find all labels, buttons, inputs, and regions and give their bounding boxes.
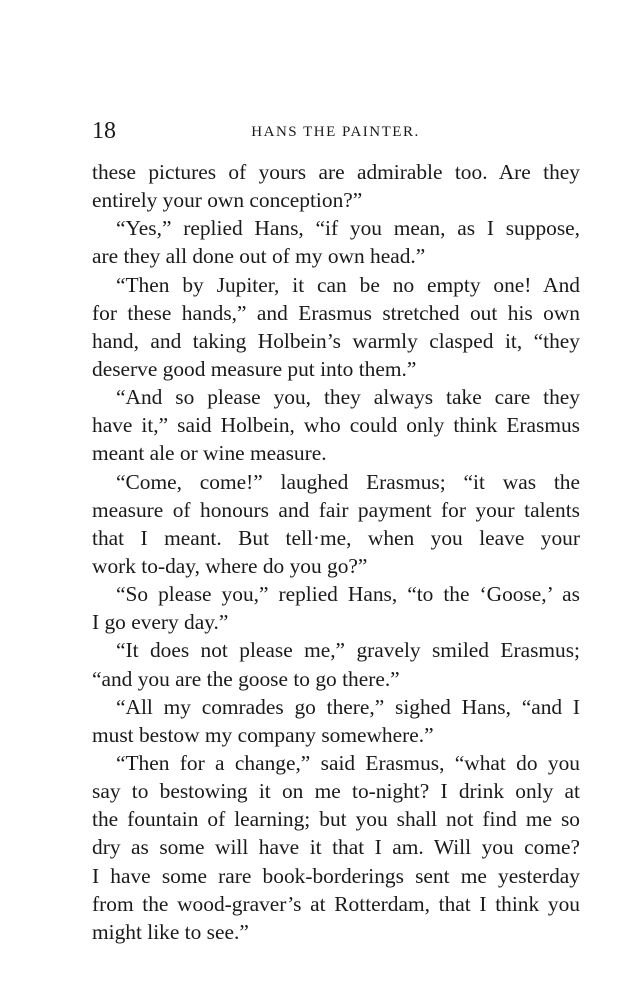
text-line: “So please you,” replied Hans, “to the ‘Goose,’ as xyxy=(116,582,580,607)
text-line: work to-day, where do you go?” xyxy=(92,553,368,578)
text-line: “And so please you, they always take care they xyxy=(116,385,580,410)
text-line: “Yes,” replied Hans, “if you mean, as I suppose, xyxy=(116,216,580,241)
running-title: HANS THE PAINTER. xyxy=(251,124,420,140)
page-number: 18 xyxy=(92,118,116,144)
text-line: “and you are the goose to go there.” xyxy=(92,666,400,691)
text-line: “All my comrades go there,” sighed Hans, “and I xyxy=(116,694,580,719)
text-line: for these hands,” and Erasmus stretched out his own xyxy=(92,300,580,325)
text-line: “It does not please me,” gravely smiled Erasmus; xyxy=(116,638,580,663)
text-line: hand, and taking Holbein’s warmly clasped it, “they xyxy=(92,328,580,353)
text-line: I go every day.” xyxy=(92,610,229,635)
text-line: meant ale or wine measure. xyxy=(92,441,327,466)
text-line: from the wood-graver’s at Rotterdam, that I think you xyxy=(92,891,580,916)
text-line: deserve good measure put into them.” xyxy=(92,356,417,381)
body-text xyxy=(92,158,580,946)
text-line: have it,” said Holbein, who could only think Erasmus xyxy=(92,413,580,438)
text-line: I have some rare book-borderings sent me yesterday xyxy=(92,863,580,888)
text-line: dry as some will have it that I am. Will you come? xyxy=(92,835,580,860)
page-header xyxy=(92,116,579,146)
text-line: might like to see.” xyxy=(92,919,249,944)
text-line: “Come, come!” laughed Erasmus; “it was the xyxy=(116,469,580,494)
text-line: the fountain of learning; but you shall not find me so xyxy=(92,807,580,832)
text-line: are they all done out of my own head.” xyxy=(92,244,426,269)
text-line: these pictures of yours are admirable too. Are they xyxy=(92,160,580,184)
text-line: “Then for a change,” said Erasmus, “what do you xyxy=(116,750,580,775)
text-line: that I meant. But tell·me, when you leave your xyxy=(92,525,580,550)
text-line: say to bestowing it on me to-night? I drink only at xyxy=(92,779,580,804)
text-line: measure of honours and fair payment for your talents xyxy=(92,497,580,522)
text-line: must bestow my company somewhere.” xyxy=(92,722,434,747)
text-line: “Then by Jupiter, it can be no empty one! And xyxy=(116,272,580,297)
text-line: entirely your own conception?” xyxy=(92,188,363,213)
